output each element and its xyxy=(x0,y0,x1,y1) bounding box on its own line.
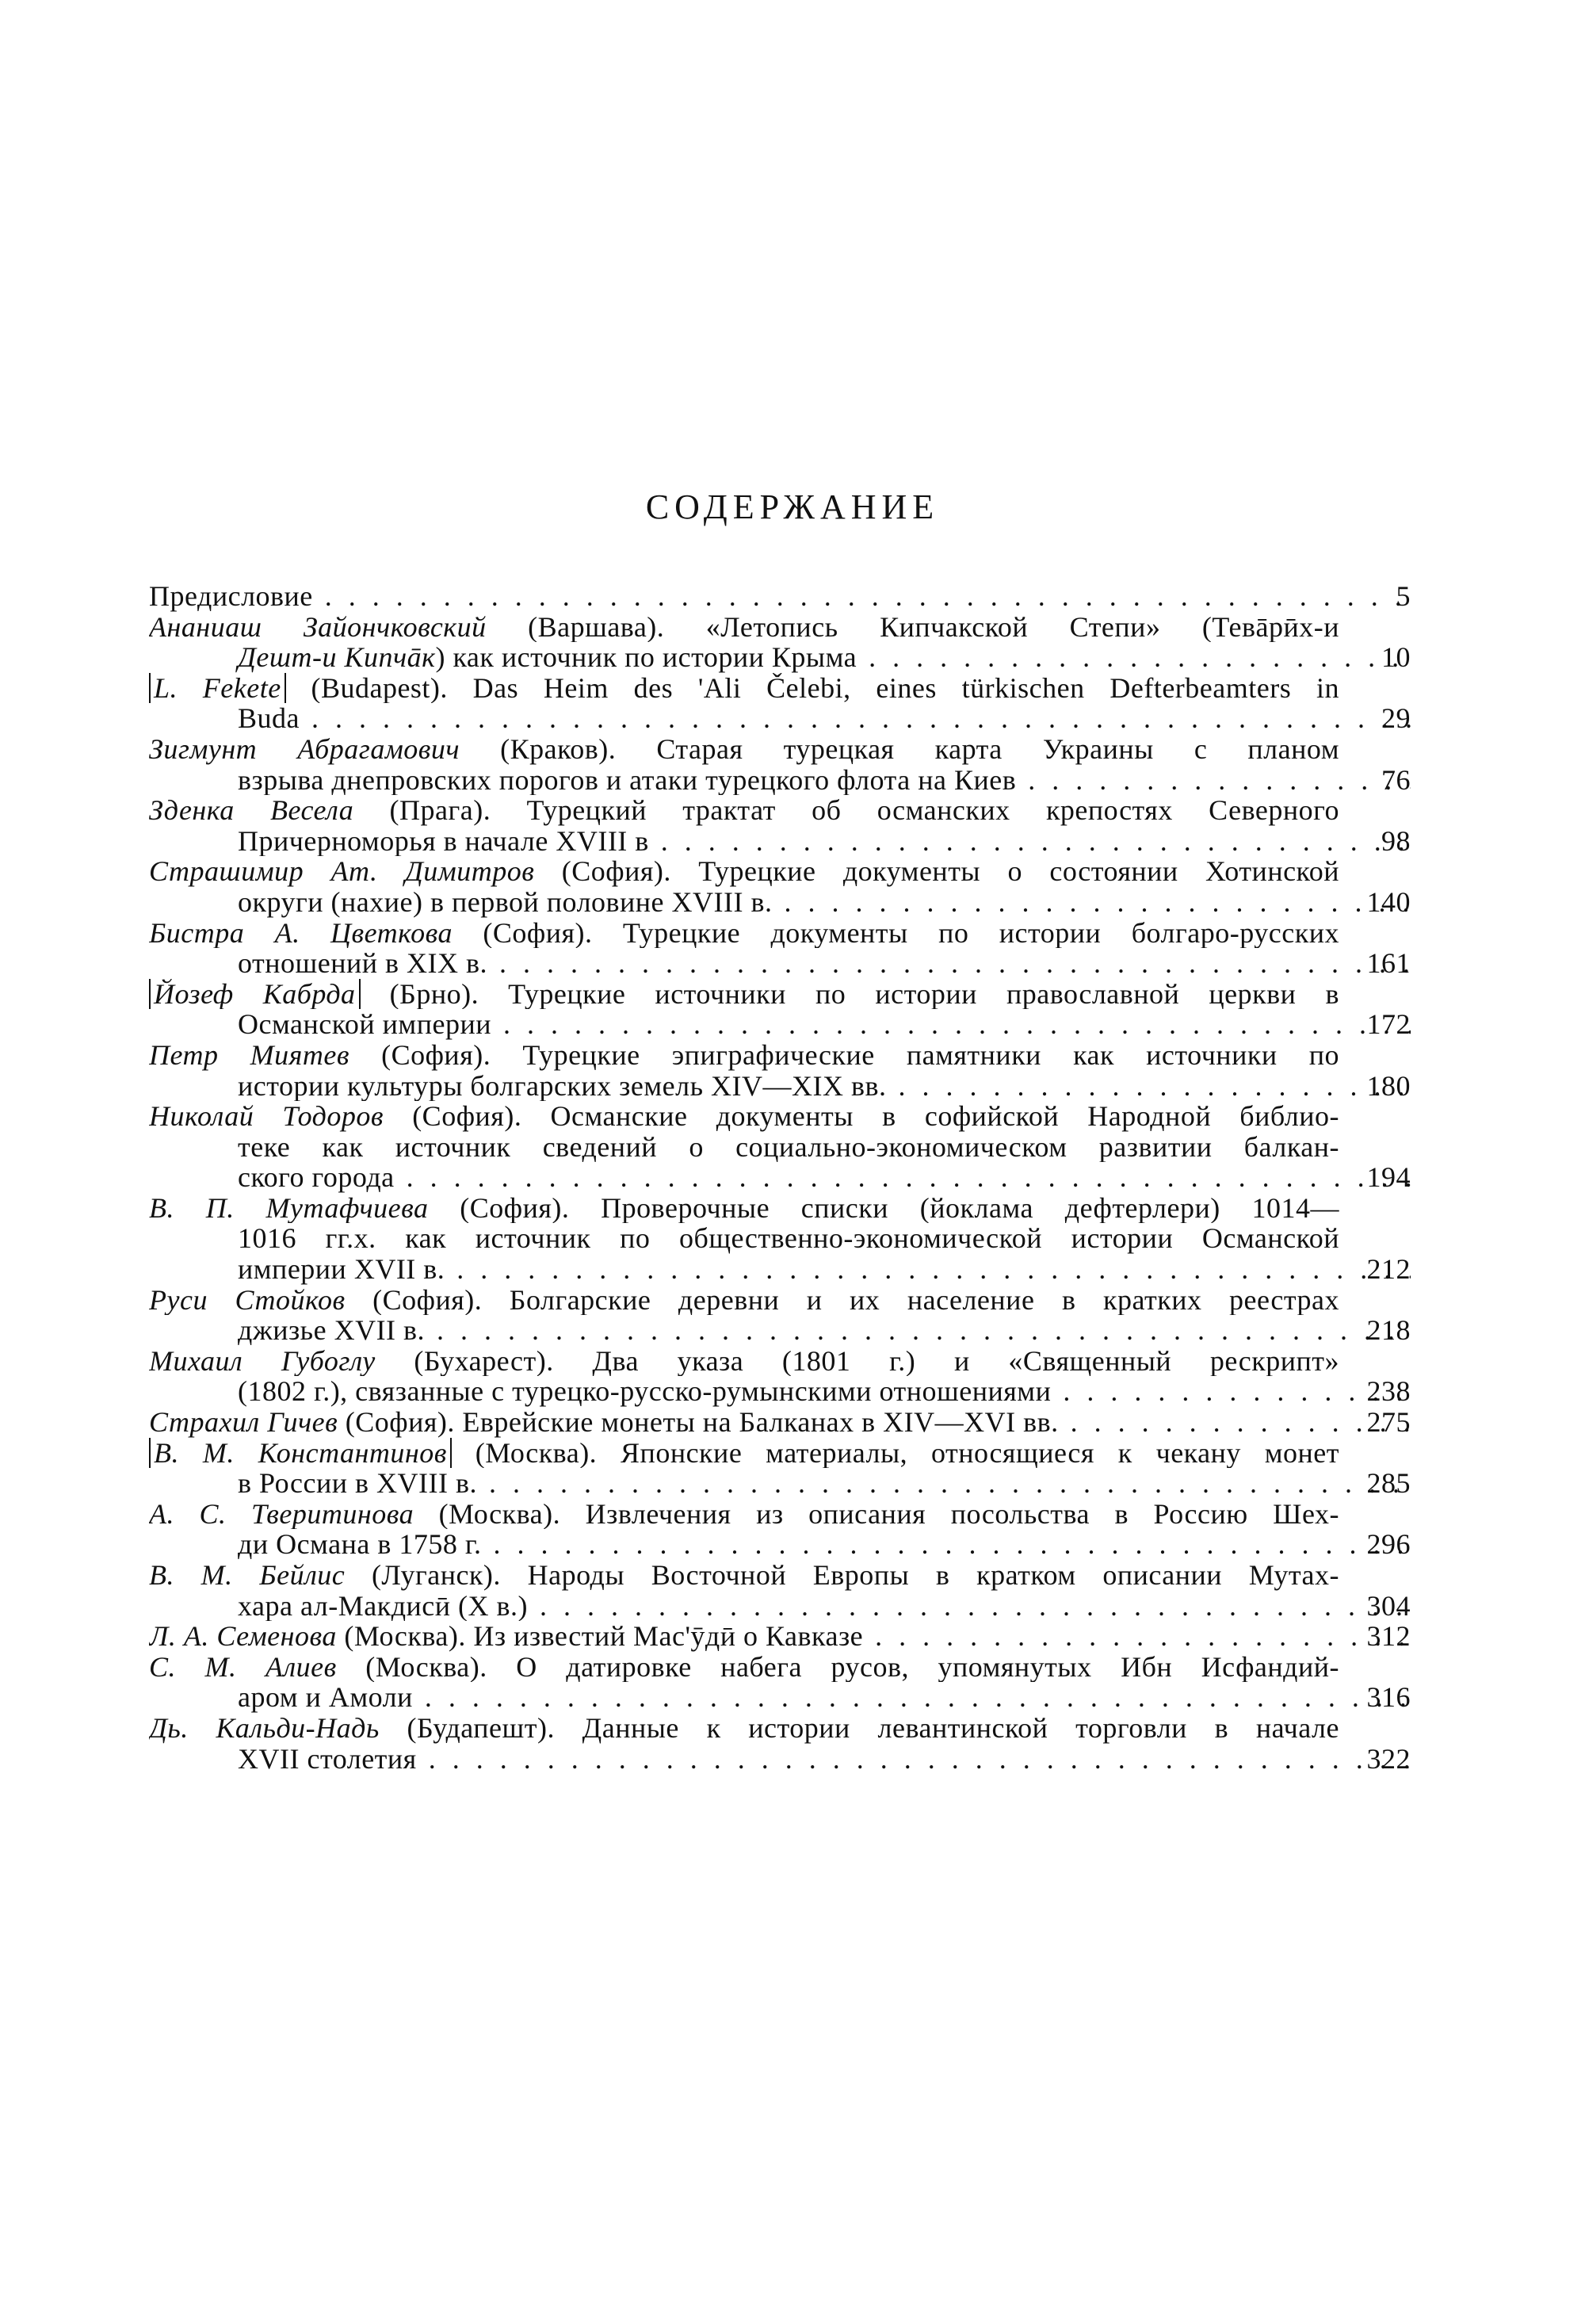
toc-entry-line xyxy=(149,1744,1411,1775)
toc-entry-line xyxy=(149,1101,1411,1132)
entry-text: ) как источник по истории Крыма xyxy=(435,642,857,673)
entry-text: взрыва днепровских порогов и атаки турецкого флота на Киев xyxy=(238,764,1017,796)
page-number: 161 xyxy=(1366,947,1411,980)
toc-entry-line xyxy=(149,826,1411,857)
dot-leader xyxy=(773,887,1411,918)
toc-entry-line xyxy=(149,887,1411,918)
page-number: 76 xyxy=(1381,763,1411,796)
toc-entry-line xyxy=(149,918,1411,949)
toc-entry-line xyxy=(149,765,1411,796)
entry-text: (Budapest). Das Heim des 'Ali Čelebi, eines türkischen Defterbeamters in xyxy=(285,672,1339,704)
toc-entry xyxy=(149,1407,1411,1438)
toc-entry xyxy=(149,1621,1411,1652)
entry-text: (Москва). О датировке набега русов, упомянутых Ибн Исфандий- xyxy=(336,1651,1339,1683)
toc-entry xyxy=(149,1438,1411,1499)
page-number: 29 xyxy=(1381,702,1411,735)
page-number: 10 xyxy=(1381,641,1411,674)
entry-author: В. М. Бейлис xyxy=(149,1560,346,1591)
toc-entry-line xyxy=(149,1040,1411,1071)
toc-entry-line xyxy=(149,1162,1411,1193)
toc-entry xyxy=(149,1101,1411,1193)
entry-text: (1802 г.), связанные с турецко-русско-румынскими отношениями xyxy=(238,1376,1052,1408)
page-number: 218 xyxy=(1366,1314,1411,1347)
dot-leader xyxy=(445,1254,1411,1285)
toc-entry-line xyxy=(149,642,1411,673)
entry-author: Бистра А. Цветкова xyxy=(149,917,453,949)
entry-text: империи XVII в. xyxy=(238,1254,445,1285)
entry-text: 1016 гг.х. как источник по общественно-экономической истории Османской xyxy=(238,1223,1339,1255)
toc-entry-line xyxy=(149,856,1411,887)
dot-leader xyxy=(649,826,1411,857)
entry-author: Страхил Гичев xyxy=(149,1407,338,1438)
toc-entry-line xyxy=(149,581,1411,612)
toc-entry xyxy=(149,734,1411,795)
page-number: 285 xyxy=(1366,1467,1411,1500)
entry-author: В. М. Константинов xyxy=(149,1438,452,1469)
entry-text: ди Османа в 1758 г. xyxy=(238,1529,482,1560)
toc-entry-line xyxy=(149,1315,1411,1346)
entry-author: Дешт-и Кипчāк xyxy=(238,642,436,673)
entry-text: (София). Османские документы в софийской Народной библио- xyxy=(384,1101,1340,1132)
toc-entry-line xyxy=(149,1591,1411,1622)
toc-entry-line xyxy=(149,612,1411,643)
page-number: 312 xyxy=(1366,1620,1411,1653)
entry-text: (Краков). Старая турецкая карта Украины с планом xyxy=(460,733,1339,765)
page-number: 212 xyxy=(1366,1253,1411,1286)
dot-leader xyxy=(425,1315,1411,1346)
dot-leader xyxy=(413,1682,1411,1713)
entry-author: С. М. Алиев xyxy=(149,1651,337,1683)
toc-entry-line xyxy=(149,1071,1411,1102)
dot-leader xyxy=(528,1591,1411,1622)
toc-entry-line xyxy=(149,1621,1411,1652)
entry-text: (София). Проверочные списки (йоклама дефтерлери) 1014— xyxy=(428,1192,1340,1224)
page-number: 194 xyxy=(1366,1161,1411,1194)
toc-entry xyxy=(149,979,1411,1040)
entry-text: XVII столетия xyxy=(238,1743,417,1775)
entry-author: Ананиаш Зайончковский xyxy=(149,611,487,643)
entry-text: теке как источник сведений о социально-экономическом развитии балкан- xyxy=(238,1131,1339,1163)
toc-entry-line xyxy=(149,948,1411,979)
dot-leader xyxy=(477,1468,1411,1499)
toc-entry xyxy=(149,673,1411,734)
toc-entry-line xyxy=(149,673,1411,704)
entry-text: джизье XVII в. xyxy=(238,1315,426,1346)
page-number: 304 xyxy=(1366,1589,1411,1622)
entry-text: (Москва). Японские материалы, относящиеся к чекану монет xyxy=(451,1437,1339,1469)
dot-leader xyxy=(491,1009,1411,1040)
dot-leader xyxy=(395,1162,1411,1193)
entry-text: (Москва). Из известий Мас'ӯдӣ о Кавказе xyxy=(336,1621,864,1652)
toc-entry-line xyxy=(149,1468,1411,1499)
dot-leader xyxy=(886,1071,1411,1102)
page-number: 238 xyxy=(1366,1375,1411,1408)
toc-entry xyxy=(149,856,1411,917)
toc-entry xyxy=(149,1652,1411,1713)
dot-leader xyxy=(482,1529,1411,1560)
entry-author: Михаил Губоглу xyxy=(149,1345,376,1377)
toc-entry-line xyxy=(149,1713,1411,1744)
toc-entry xyxy=(149,1346,1411,1407)
dot-leader xyxy=(863,1621,1411,1652)
entry-text: Османской империи xyxy=(238,1009,491,1040)
toc-entry xyxy=(149,612,1411,673)
toc-entry xyxy=(149,581,1411,612)
toc-entry-line xyxy=(149,1132,1411,1163)
entry-text: (София). Турецкие документы по истории болгаро-русских xyxy=(452,917,1339,949)
toc-entry xyxy=(149,1713,1411,1774)
toc-entry-line xyxy=(149,1009,1411,1040)
toc-entry xyxy=(149,795,1411,856)
toc-entry-line xyxy=(149,979,1411,1010)
entry-text: (София). Еврейские монеты на Балканах в XIV—XVI вв. xyxy=(338,1407,1059,1438)
entry-author: Зденка Весела xyxy=(149,795,354,826)
entry-text: (София). Турецкие эпиграфические памятники как источники по xyxy=(349,1039,1339,1071)
toc-entry-line xyxy=(149,1285,1411,1316)
entry-text: истории культуры болгарских земель XIV—XIX вв. xyxy=(238,1070,887,1102)
entry-author: Л. А. Семенова xyxy=(149,1621,337,1652)
entry-text: Предисловие xyxy=(149,581,313,612)
page-number: 316 xyxy=(1366,1681,1411,1714)
entry-text: (Прага). Турецкий трактат об османских крепостях Северного xyxy=(353,795,1339,826)
entry-author: А. С. Тверитинова xyxy=(149,1498,414,1530)
entry-text: (София). Болгарские деревни и их население в кратких реестрах xyxy=(345,1284,1339,1316)
toc-entry xyxy=(149,1285,1411,1346)
table-of-contents xyxy=(149,581,1411,1774)
page-number: 140 xyxy=(1366,885,1411,918)
toc-entry xyxy=(149,1560,1411,1621)
entry-text: округи (нахие) в первой половине XVIII в. xyxy=(238,886,773,918)
entry-text: (Будапешт). Данные к истории левантинской торговли в начале xyxy=(379,1712,1339,1744)
entry-text: Buda xyxy=(238,703,300,734)
entry-text: отношений в XIX в. xyxy=(238,948,487,979)
page-number: 5 xyxy=(1396,580,1411,612)
entry-author: Зигмунт Абрагамович xyxy=(149,733,460,765)
toc-entry-line xyxy=(149,1438,1411,1469)
toc-entry xyxy=(149,1193,1411,1285)
dot-leader xyxy=(313,581,1411,612)
toc-entry xyxy=(149,1040,1411,1101)
toc-entry-line xyxy=(149,1407,1411,1438)
toc-entry-line xyxy=(149,1346,1411,1377)
entry-author: Дь. Кальди-Надь xyxy=(149,1712,380,1744)
toc-entry-line xyxy=(149,795,1411,826)
toc-entry xyxy=(149,1499,1411,1560)
page-number: 322 xyxy=(1366,1742,1411,1775)
page-number: 172 xyxy=(1366,1008,1411,1041)
toc-entry-line xyxy=(149,1529,1411,1560)
toc-entry-line xyxy=(149,1376,1411,1407)
entry-text: (Брно). Турецкие источники по истории православной церкви в xyxy=(360,978,1339,1010)
entry-author: Руси Стойков xyxy=(149,1284,346,1316)
dot-leader xyxy=(487,948,1411,979)
entry-author: L. Fekete xyxy=(149,673,286,704)
toc-entry-line xyxy=(149,1223,1411,1254)
toc-entry-line xyxy=(149,1560,1411,1591)
entry-author: В. П. Мутафчиева xyxy=(149,1192,429,1224)
dot-leader xyxy=(300,703,1411,734)
entry-text: (Бухарест). Два указа (1801 г.) и «Священный рескрипт» xyxy=(375,1345,1339,1377)
toc-entry xyxy=(149,918,1411,979)
entry-author: Страшимир Ат. Димитров xyxy=(149,856,535,887)
entry-text: (Луганск). Народы Восточной Европы в кратком описании Мутах- xyxy=(345,1560,1339,1591)
toc-entry-line xyxy=(149,1682,1411,1713)
entry-text: хара ал-Макдисӣ (X в.) xyxy=(238,1590,529,1622)
toc-entry-line xyxy=(149,734,1411,765)
toc-entry-line xyxy=(149,1652,1411,1683)
entry-text: в России в XVIII в. xyxy=(238,1468,477,1499)
entry-author: Йозеф Кабрда xyxy=(149,979,361,1010)
page-title: СОДЕРЖАНИЕ xyxy=(645,487,940,527)
page-number: 180 xyxy=(1366,1069,1411,1102)
page-number: 98 xyxy=(1381,824,1411,857)
entry-text: (Москва). Извлечения из описания посольства в Россию Шех- xyxy=(414,1498,1339,1530)
dot-leader xyxy=(857,642,1411,673)
entry-text: (Варшава). «Летопись Кипчакской Степи» (Тевāрӣх-и xyxy=(486,611,1339,643)
page-number: 296 xyxy=(1366,1528,1411,1561)
entry-text: аром и Амоли xyxy=(238,1682,413,1713)
dot-leader xyxy=(417,1744,1411,1775)
entry-text: (София). Турецкие документы о состоянии Хотинской xyxy=(534,856,1339,887)
toc-entry-line xyxy=(149,1254,1411,1285)
entry-text: ского города xyxy=(238,1162,395,1193)
page-number: 275 xyxy=(1366,1406,1411,1439)
entry-author: Петр Миятев xyxy=(149,1039,349,1071)
toc-entry-line xyxy=(149,1499,1411,1530)
entry-author: Николай Тодоров xyxy=(149,1101,384,1132)
toc-entry-line xyxy=(149,703,1411,734)
entry-text: Причерноморья в начале XVIII в xyxy=(238,825,649,857)
toc-entry-line xyxy=(149,1193,1411,1224)
